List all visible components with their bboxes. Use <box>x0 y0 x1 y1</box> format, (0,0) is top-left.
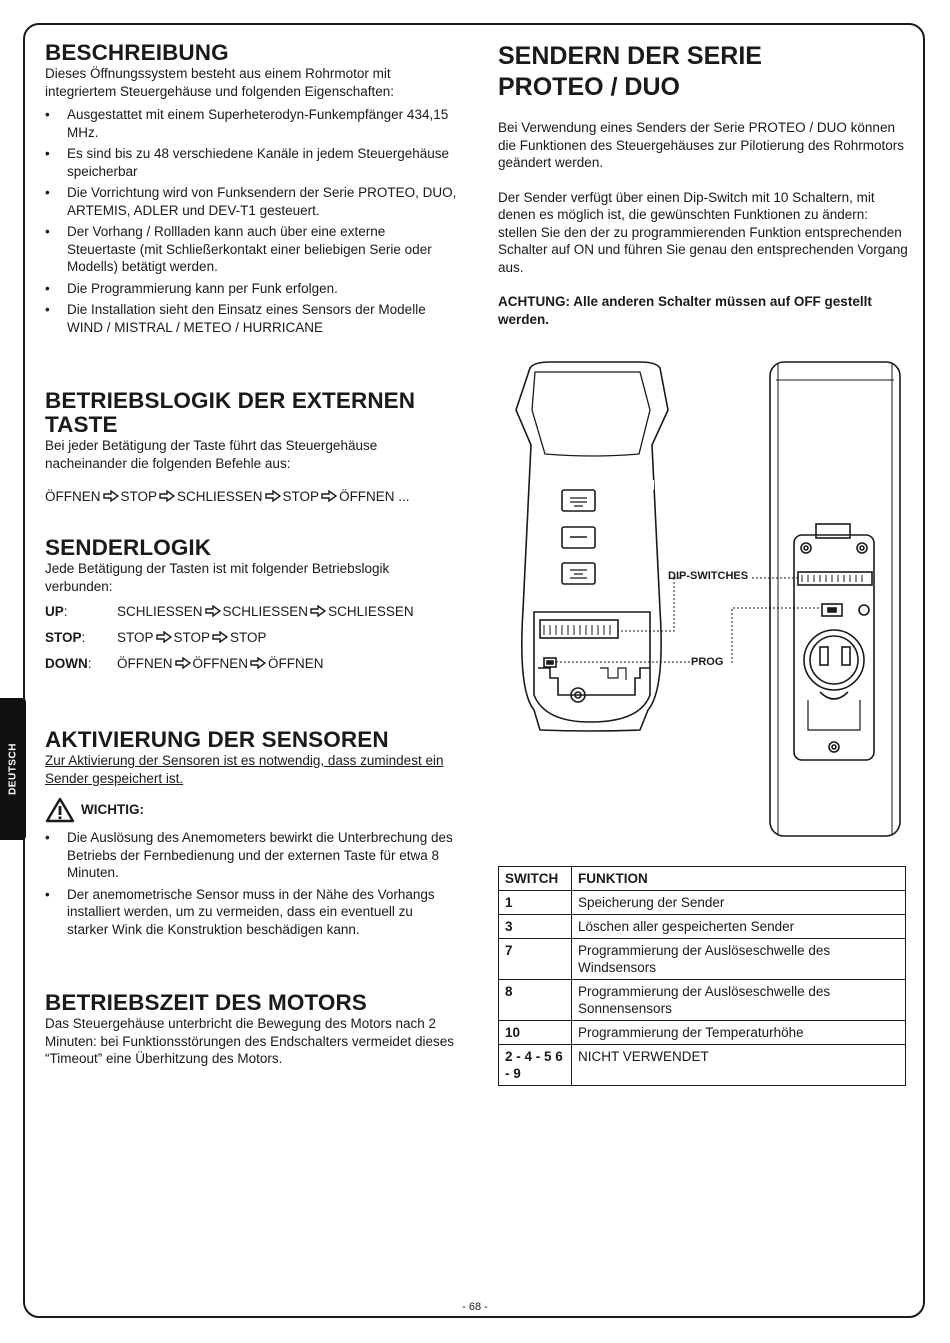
externe-taste-title: BETRIEBSLOGIK DER EXTERNEN TASTE <box>45 388 416 437</box>
arrow-right-icon <box>205 605 221 617</box>
table-cell-switch: 8 <box>499 980 572 1021</box>
sensoren-list <box>45 829 457 938</box>
warning-triangle-icon <box>45 797 75 823</box>
table-cell-switch: 2 - 4 - 5 6 - 9 <box>499 1045 572 1086</box>
logic-colon: : <box>63 604 68 620</box>
list-item: • Es sind bis zu 48 verschiedene Kanäle in jedem Steuergehäuse speicherbar <box>45 145 457 180</box>
table-cell-function: Programmierung der Temperaturhöhe <box>572 1021 906 1045</box>
externe-taste-intro: Bei jeder Betätigung der Taste führt das Steuergehäuse nacheinander die folgenden Befehle aus: <box>45 438 378 471</box>
table-cell-switch: 7 <box>499 939 572 980</box>
transmitter-front <box>516 362 668 731</box>
logic-step: SCHLIESSEN <box>117 604 203 620</box>
sendern-warning: ACHTUNG: Alle anderen Schalter müssen auf OFF gestellt werden. <box>498 294 872 327</box>
table-row <box>499 1045 906 1086</box>
arrow-right-icon <box>250 657 266 669</box>
section-externe-taste <box>45 389 457 506</box>
sequence-step: STOP <box>282 489 320 504</box>
logic-row-down <box>45 651 457 677</box>
sequence-step: STOP <box>120 489 158 504</box>
senderlogik-table <box>45 599 457 677</box>
logic-row-stop <box>45 625 457 651</box>
logic-steps <box>117 603 414 621</box>
betriebszeit-text: Das Steuergehäuse unterbricht die Bewegung des Motors nach 2 Minuten: bei Funktionsstörungen des Endschalters vermeidet dieses “Timeout” eine Überhitzung des Motors. <box>45 1016 454 1066</box>
table-row <box>499 980 906 1021</box>
table-cell-switch: 3 <box>499 915 572 939</box>
logic-colon: : <box>81 630 86 646</box>
section-beschreibung <box>45 41 457 340</box>
logic-label <box>45 655 117 673</box>
sequence-step: SCHLIESSEN <box>177 489 263 504</box>
logic-step: ÖFFNEN <box>117 656 173 672</box>
table-cell-switch: 10 <box>499 1021 572 1045</box>
betriebszeit-title: BETRIEBSZEIT DES MOTORS <box>45 990 367 1015</box>
title-line: SENDERN DER SERIE <box>498 42 762 70</box>
logic-step: ÖFFNEN <box>268 656 324 672</box>
logic-label <box>45 603 117 621</box>
arrow-right-icon <box>175 657 191 669</box>
table-header: FUNKTION <box>572 867 906 891</box>
senderlogik-intro: Jede Betätigung der Tasten ist mit folgender Betriebslogik verbunden: <box>45 561 390 594</box>
section-sendern <box>498 41 908 328</box>
list-item: • Die Installation sieht den Einsatz eines Sensors der Modelle WIND / MISTRAL / METEO / HURRICANE <box>45 301 457 336</box>
table-cell-function: Programmierung der Auslöseschwelle des Sonnensensors <box>572 980 906 1021</box>
list-item: • Die Programmierung kann per Funk erfolgen. <box>45 280 457 298</box>
table-cell-function: Speicherung der Sender <box>572 891 906 915</box>
list-item: • Die Vorrichtung wird von Funksendern der Serie PROTEO, DUO, ARTEMIS, ADLER und DEV-T1 gesteuert. <box>45 184 457 219</box>
dip-switches-label: DIP-SWITCHES <box>668 570 749 582</box>
logic-step: ÖFFNEN <box>192 656 248 672</box>
table-cell-function: Löschen aller gespeicherten Sender <box>572 915 906 939</box>
section-senderlogik <box>45 536 457 677</box>
logic-label <box>45 629 117 647</box>
externe-taste-sequence <box>45 488 457 506</box>
transmitter-diagram <box>490 350 910 840</box>
table-cell-function: Programmierung der Auslöseschwelle des Windsensors <box>572 939 906 980</box>
logic-step: SCHLIESSEN <box>222 604 309 620</box>
beschreibung-list <box>45 106 457 336</box>
transmitter-back <box>770 362 900 836</box>
warning-label: WICHTIG: <box>81 802 144 818</box>
table-header-row <box>499 867 906 891</box>
table-cell-function: NICHT VERWENDET <box>572 1045 906 1086</box>
sendern-title <box>498 41 908 103</box>
warning-heading <box>45 797 457 823</box>
list-item: • Der anemometrische Sensor muss in der Nähe des Vorhangs installiert werden, um zu vermeiden, dass ein eventuell zu starker Wink die Konstruktion beschädigen kann. <box>45 886 457 939</box>
title-line: PROTEO / DUO <box>498 73 680 101</box>
logic-step: SCHLIESSEN <box>328 604 414 620</box>
list-item: • Die Auslösung des Anemometers bewirkt die Unterbrechung des Betriebs der Fernbedienung und der externen Taste für etwa 8 Minuten. <box>45 829 457 882</box>
logic-step: STOP <box>117 630 154 646</box>
table-row <box>499 891 906 915</box>
table-cell-switch: 1 <box>499 891 572 915</box>
arrow-right-icon <box>212 631 228 643</box>
logic-steps <box>117 629 267 647</box>
beschreibung-title: BESCHREIBUNG <box>45 40 229 65</box>
table-row <box>499 1021 906 1045</box>
language-tab-label: DEUTSCH <box>7 743 19 795</box>
arrow-right-icon <box>321 490 337 502</box>
list-item: • Der Vorhang / Rollladen kann auch über eine externe Steuertaste (mit Schließerkontakt einer beliebigen Serie oder Modells) betätigt werden. <box>45 223 457 276</box>
logic-step: STOP <box>230 630 267 646</box>
logic-colon: : <box>87 656 92 672</box>
senderlogik-title: SENDERLOGIK <box>45 535 212 560</box>
sequence-step: ÖFFNEN ... <box>339 489 410 504</box>
section-betriebszeit <box>45 991 457 1068</box>
page-number: - 68 - <box>462 1301 488 1313</box>
beschreibung-intro: Dieses Öffnungssystem besteht aus einem Rohrmotor mit integriertem Steuergehäuse und folgenden Eigenschaften: <box>45 66 394 99</box>
logic-key: STOP <box>45 630 82 646</box>
arrow-right-icon <box>265 490 281 502</box>
list-item: • Ausgestattet mit einem Superheterodyn-Funkempfänger 434,15 MHz. <box>45 106 457 141</box>
logic-key: UP <box>45 604 64 620</box>
arrow-right-icon <box>310 605 326 617</box>
logic-key: DOWN <box>45 656 88 672</box>
switch-function-table <box>498 866 906 1086</box>
sendern-p2: Der Sender verfügt über einen Dip-Switch mit 10 Schaltern, mit denen es möglich ist, die gewünschten Funktionen zu ändern: stellen Sie den der zu programmierenden Funktion entsprechenden Schalter auf ON und führen Sie genau den entsprechenden Vorgang aus. <box>498 189 908 275</box>
section-sensoren <box>45 728 457 942</box>
table-header: SWITCH <box>499 867 572 891</box>
sensoren-title: AKTIVIERUNG DER SENSOREN <box>45 727 389 752</box>
table-row <box>499 939 906 980</box>
sensoren-note: Zur Aktivierung der Sensoren ist es notwendig, dass zumindest ein Sender gespeichert ist. <box>45 753 444 786</box>
table-row <box>499 915 906 939</box>
prog-label: PROG <box>691 656 724 668</box>
logic-steps <box>117 655 324 673</box>
language-tab <box>0 698 26 840</box>
arrow-right-icon <box>103 490 119 502</box>
sequence-step: ÖFFNEN <box>45 489 101 504</box>
logic-row-up <box>45 599 457 625</box>
arrow-right-icon <box>159 490 175 502</box>
logic-step: STOP <box>173 630 211 646</box>
arrow-right-icon <box>156 631 172 643</box>
sendern-p1: Bei Verwendung eines Senders der Serie PROTEO / DUO können die Funktionen des Steuergehäuses zur Pilotierung des Rohrmotors geändert werden. <box>498 120 904 170</box>
